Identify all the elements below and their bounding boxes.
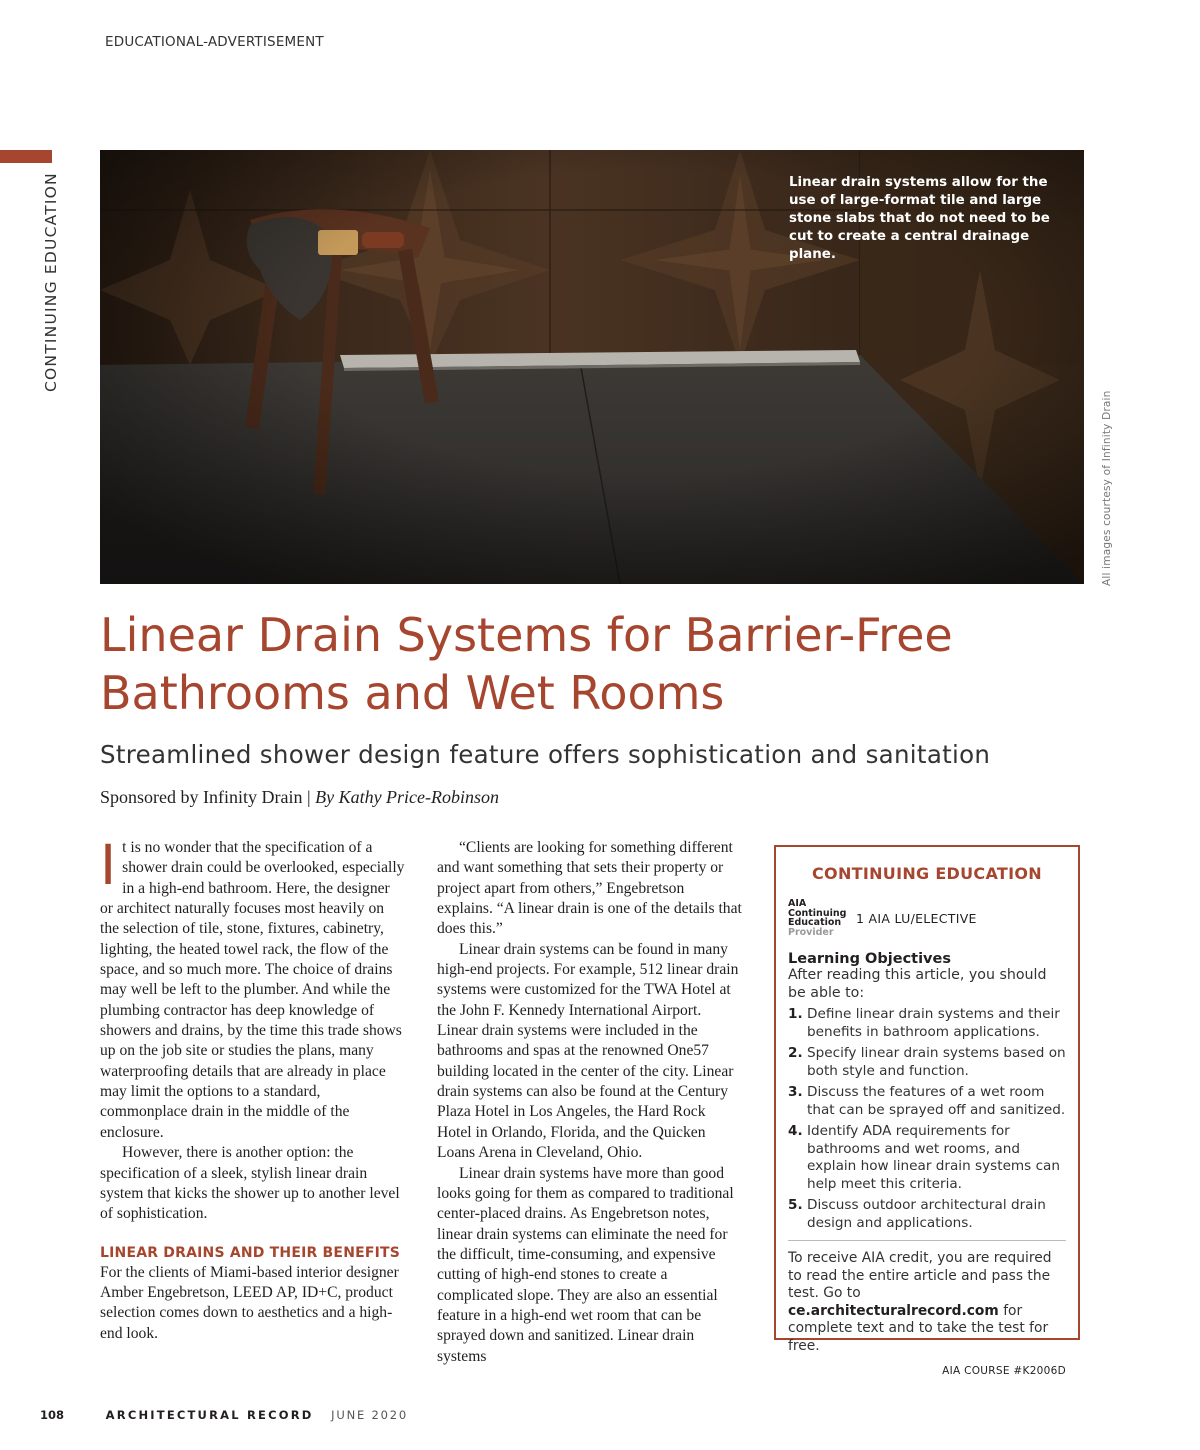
objective-text: Discuss the features of a wet room that can be sprayed off and sanitized. xyxy=(807,1084,1066,1118)
hero-caption: Linear drain systems allow for the use of large-format tile and large stone slabs that do not need to be cut to create a central drainage plane. xyxy=(789,175,1050,262)
objective-text: Specify linear drain systems based on both style and function. xyxy=(807,1045,1066,1079)
drop-cap: I xyxy=(100,832,117,897)
page-footer xyxy=(40,1408,408,1422)
objective-number: 3. xyxy=(788,1084,803,1100)
objective-text: Identify ADA requirements for bathrooms and wet rooms, and explain how linear drain systems can help meet this criteria. xyxy=(807,1123,1060,1192)
title-line-2: Bathrooms and Wet Rooms xyxy=(100,666,725,720)
objective-text: Define linear drain systems and their benefits in bathroom applications. xyxy=(807,1006,1060,1040)
page-number: 108 xyxy=(40,1408,65,1422)
section-heading: LINEAR DRAINS AND THEIR BENEFITS xyxy=(100,1244,401,1261)
article-subtitle: Streamlined shower design feature offers sophistication and sanitation xyxy=(100,740,991,769)
aia-credit-value: 1 AIA LU/ELECTIVE xyxy=(856,910,977,926)
objective-item xyxy=(788,1045,1066,1080)
paragraph: “Clients are looking for something different and want something that sets their property or project apart from others,” Engebretson explains. “A linear drain is one of the details that does this.” xyxy=(437,839,742,938)
paragraph: Linear drain systems can be found in many high-end projects. For example, 512 linear drain systems were customized for the TWA Hotel at the John F. Kennedy International Airport. Linear drain systems were included in the bathrooms and spas at the renowned One57 building located in the center of the city. Linear drain systems can also be found at the Century Plaza Hotel in Los Angeles, the Hard Rock Hotel in Orlando, Florida, and the Quicken Loans Arena in Cleveland, Ohio. xyxy=(437,940,739,1162)
paragraph: For the clients of Miami-based interior designer Amber Engebretson, LEED AP, ID+C, product selection comes down to aesthetics and a high-end look. xyxy=(100,1263,399,1342)
aia-credit-row xyxy=(788,899,1066,937)
continuing-education-box xyxy=(774,845,1080,1377)
paragraph-text: t is no wonder that the specification of a shower drain could be overlooked, especially in a high-end bathroom. Here, the designer or architect naturally focuses most heavily on the selection of tile, stone, fixtures, cabinetry, lighting, the heated towel rack, the flow of the space, and so much more. The choice of drains may well be left to the plumber. And while the plumbing contractor has deep knowledge of showers and drains, by the time this trade shows up on the job site or studies the plans, many waterproofing details that are already in place may limit the options to a standard, commonplace drain in the middle of the enclosure. xyxy=(100,839,405,1141)
objective-text: Discuss outdoor architectural drain design and applications. xyxy=(807,1197,1046,1231)
objective-item xyxy=(788,1123,1066,1193)
side-section-label: CONTINUING EDUCATION xyxy=(42,172,60,392)
ce-box-title: CONTINUING EDUCATION xyxy=(812,864,1042,883)
section-label: EDUCATIONAL-ADVERTISEMENT xyxy=(105,34,324,50)
credit-instructions xyxy=(788,1250,1066,1355)
aia-provider-logo xyxy=(788,899,852,937)
objective-item xyxy=(788,1084,1066,1119)
course-number: AIA COURSE #K2006D xyxy=(942,1365,1066,1377)
ce-website-link[interactable]: ce.architecturalrecord.com xyxy=(788,1302,999,1319)
objectives-list xyxy=(788,1006,1066,1232)
objectives-intro: After reading this article, you should be able to: xyxy=(788,967,1047,1001)
side-accent-bar xyxy=(0,150,52,163)
objective-number: 2. xyxy=(788,1045,803,1061)
issue-date: JUNE 2020 xyxy=(331,1408,408,1422)
credit-text: for complete text and to take the test for free. xyxy=(788,1302,1049,1354)
byline xyxy=(100,787,499,808)
logo-text: Continuing xyxy=(788,907,847,919)
divider xyxy=(788,1240,1066,1241)
photo-credit: All images courtesy of Infinity Drain xyxy=(1101,390,1113,586)
article-column-2 xyxy=(437,838,743,1367)
sponsor-text: Sponsored by Infinity Drain | xyxy=(100,787,311,807)
publication-name: ARCHITECTURAL RECORD xyxy=(105,1408,314,1422)
logo-text: Provider xyxy=(788,926,834,938)
objective-number: 5. xyxy=(788,1197,803,1213)
objective-number: 1. xyxy=(788,1006,803,1022)
objective-item xyxy=(788,1197,1066,1232)
logo-text: Education xyxy=(788,917,842,928)
hero-image xyxy=(100,150,1084,584)
article-title xyxy=(100,606,1100,722)
logo-text: AIA xyxy=(788,898,807,909)
title-line-1: Linear Drain Systems for Barrier-Free xyxy=(100,608,953,662)
credit-text: To receive AIA credit, you are required to read the entire article and pass the test. Go to xyxy=(788,1250,1052,1301)
author-name: By Kathy Price-Robinson xyxy=(315,787,500,807)
objective-number: 4. xyxy=(788,1123,803,1139)
article-column-1 xyxy=(100,832,406,1344)
paragraph xyxy=(100,832,406,1143)
objectives-heading: Learning Objectives xyxy=(788,951,951,967)
paragraph: However, there is another option: the specification of a sleek, stylish linear drain system that kicks the shower up to another level of sophistication. xyxy=(100,1144,400,1223)
paragraph: Linear drain systems have more than good looks going for them as compared to traditional center-placed drains. As Engebretson notes, linear drain systems can eliminate the need for the difficult, time-consuming, and expensive cutting of high-end stones to create a complicated slope. They are also an essential feature in a high-end wet room that can be sprayed down and sanitized. Linear drain systems xyxy=(437,1164,734,1365)
objective-item xyxy=(788,1006,1066,1041)
